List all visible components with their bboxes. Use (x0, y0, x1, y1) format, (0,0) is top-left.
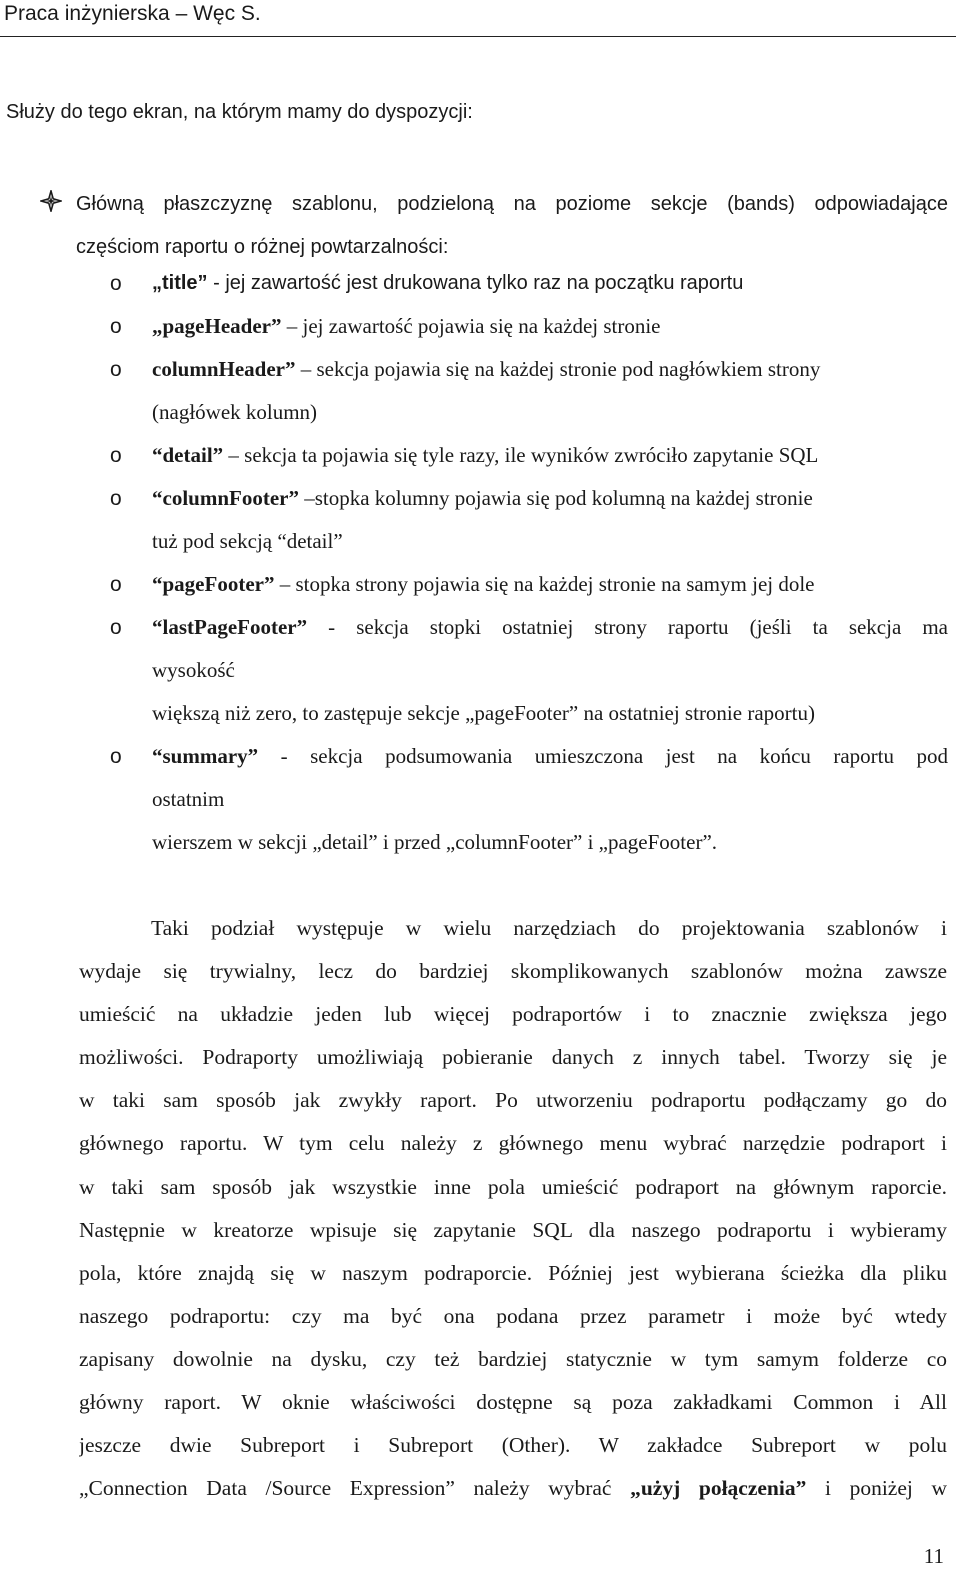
band-name: “summary” (152, 744, 259, 768)
paragraph-line: umieścić na układzie jeden lub więcej podraportów i to znacznie zwiększa jego (79, 1002, 947, 1027)
list-marker: o (110, 315, 122, 338)
band-name: “lastPageFooter” (152, 615, 308, 639)
band-item-detail (110, 434, 948, 477)
band-item-title (110, 262, 948, 305)
paragraph-line: główny raport. W oknie właściwości dostępne są poza zakładkami Common i All (79, 1390, 947, 1415)
band-name: columnHeader” (152, 357, 296, 381)
list-marker: o (110, 444, 122, 467)
band-name: “columnFooter” (152, 486, 299, 510)
paragraph-line: zapisany dowolnie na dysku, czy też bardziej statycznie w tym samym folderze co (79, 1346, 947, 1371)
band-description-continued: większą niż zero, to zastępuje sekcje „pageFooter” na ostatniej stronie raportu) (152, 701, 815, 725)
header-divider (0, 36, 956, 37)
paragraph-emphasis: „użyj połączenia” (630, 1476, 807, 1501)
paragraph-line: pola, które znajdą się w naszym podraporcie. Później jest wybierana ścieżka dla pliku (79, 1260, 947, 1285)
band-item-columnfooter (110, 477, 948, 563)
band-item-pagefooter (110, 563, 948, 606)
body-paragraph (79, 907, 947, 1510)
band-description: – jej zawartość pojawia się na każdej stronie (281, 314, 661, 338)
main-list-item (40, 183, 948, 269)
diamond-bullet-icon (40, 183, 64, 207)
band-description: - sekcja stopki ostatniej strony raportu (jeśli ta sekcja ma (307, 615, 948, 639)
band-name: “pageFooter” (152, 572, 275, 596)
paragraph-text: „Connection Data /Source Expression” należy wybrać (79, 1476, 631, 1501)
band-description: – sekcja ta pojawia się tyle razy, ile wyników zwróciło zapytanie SQL (223, 443, 819, 467)
list-marker: o (110, 745, 122, 768)
paragraph-line: możliwości. Podraporty umożliwiają pobieranie danych z innych tabel. Tworzy się je (79, 1045, 947, 1070)
paragraph-line (79, 1467, 947, 1510)
page-number: 11 (923, 1544, 944, 1568)
list-marker: o (110, 616, 122, 639)
paragraph-line: Taki podział występuje w wielu narzędziach do projektowania szablonów i (151, 916, 947, 940)
list-marker: o (110, 573, 122, 596)
paragraph-line: naszego podraportu: czy ma być ona podana przez parametr i może być wtedy (79, 1303, 947, 1328)
main-item-line-2: częściom raportu o różnej powtarzalności: (76, 236, 449, 258)
band-description-continued: ostatnim (152, 787, 225, 811)
band-item-pageheader (110, 305, 948, 348)
main-item-line-1: Główną płaszczyznę szablonu, podzieloną na poziome sekcje (bands) odpowiadające (76, 193, 948, 215)
paragraph-line: głównego raportu. W tym celu należy z głównego menu wybrać narzędzie podraport i (79, 1131, 947, 1156)
intro-text: Służy do tego ekran, na którym mamy do dyspozycji: (6, 101, 473, 123)
band-description: – stopka strony pojawia się na każdej stronie na samym jej dole (274, 572, 815, 596)
band-description: - jej zawartość jest drukowana tylko raz na początku raportu (207, 272, 744, 294)
band-description-continued: (nagłówek kolumn) (152, 400, 318, 424)
band-description: - sekcja podsumowania umieszczona jest na końcu raportu pod (258, 744, 948, 768)
band-description: – sekcja pojawia się na każdej stronie pod nagłówkiem strony (295, 357, 821, 381)
band-description-continued: wierszem w sekcji „detail” i przed „columnFooter” i „pageFooter”. (152, 830, 718, 854)
paragraph-line: Następnie w kreatorze wpisuje się zapytanie SQL dla naszego podraportu i wybieramy (79, 1217, 947, 1242)
paragraph-line: wydaje się trywialny, lecz do bardziej skomplikowanych szablonów można zawsze (79, 959, 947, 984)
band-name: “detail” (152, 443, 224, 467)
list-marker: o (110, 272, 122, 295)
paragraph-line: w taki sam sposób jak wszystkie inne pola umieścić podraport na głównym raporcie. (79, 1174, 947, 1199)
list-marker: o (110, 487, 122, 510)
paragraph-line: jeszcze dwie Subreport i Subreport (Other). W zakładce Subreport w polu (79, 1433, 947, 1458)
list-marker: o (110, 358, 122, 381)
band-description-continued: wysokość (152, 658, 235, 682)
band-name: „pageHeader” (152, 314, 282, 338)
paragraph-text: i poniżej w (806, 1476, 947, 1501)
band-item-lastpagefooter (110, 606, 948, 735)
band-description-continued: tuż pod sekcją “detail” (152, 529, 343, 553)
band-item-summary (110, 735, 948, 864)
band-item-columnheader (110, 348, 948, 434)
paragraph-line: w taki sam sposób jak zwykły raport. Po utworzeniu podraportu podłączamy go do (79, 1088, 947, 1113)
band-name: „title” (152, 272, 208, 294)
band-description: –stopka kolumny pojawia się pod kolumną na każdej stronie (298, 486, 813, 510)
running-header: Praca inżynierska – Węc S. (4, 2, 261, 25)
